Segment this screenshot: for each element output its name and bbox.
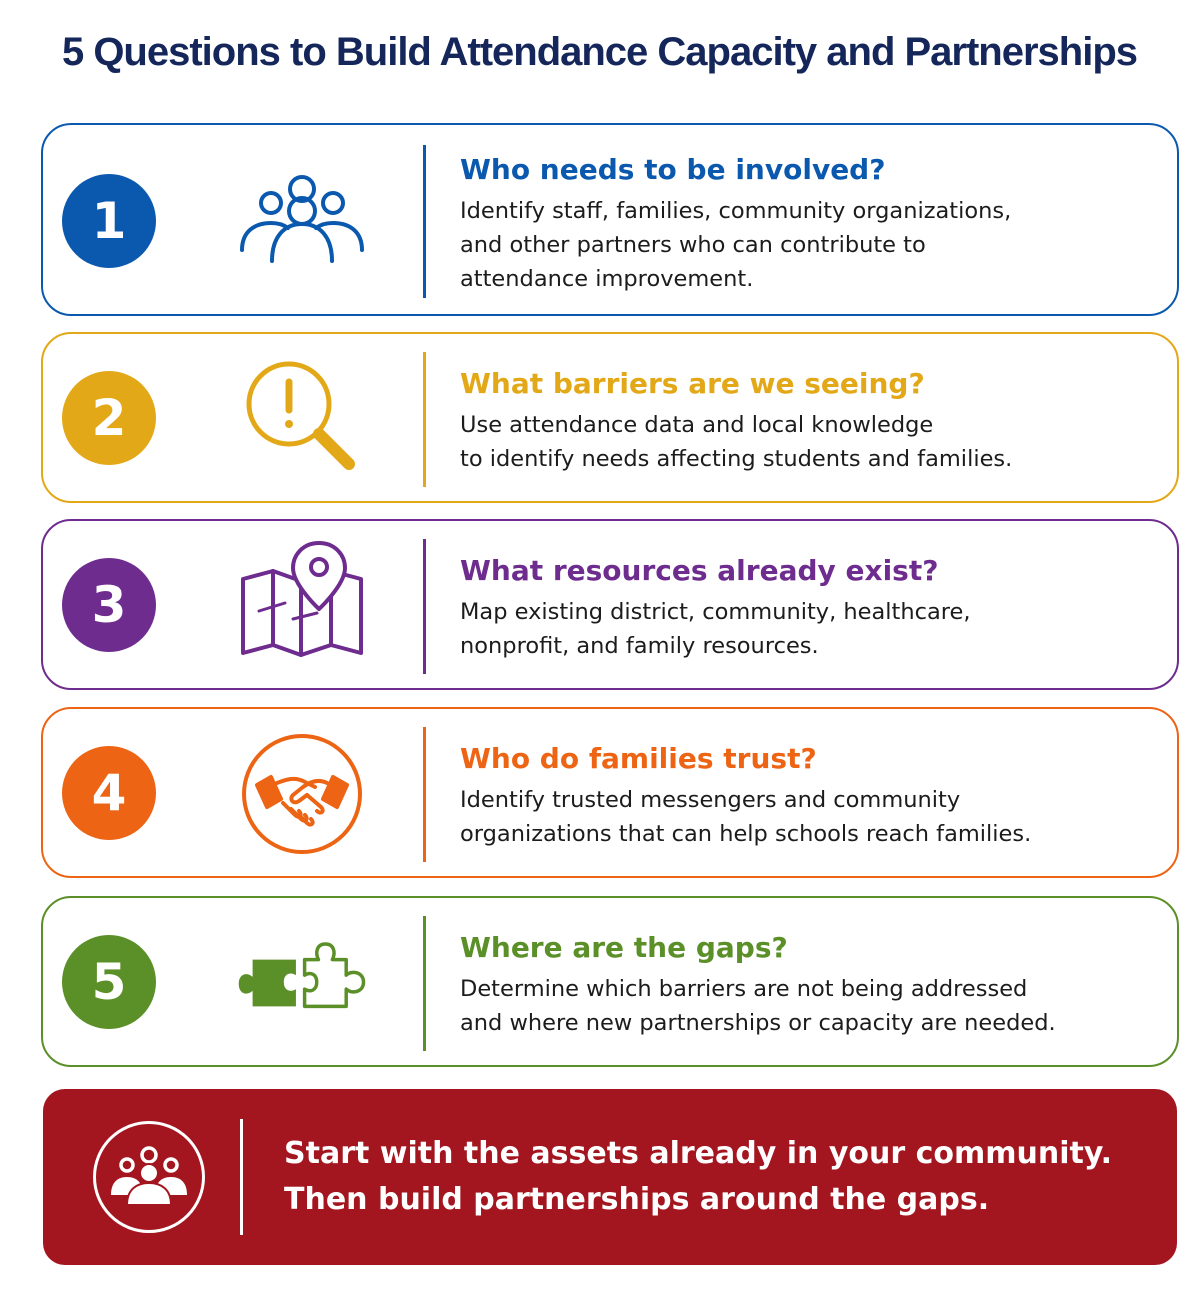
number-badge: 5: [62, 935, 156, 1029]
number-badge: 2: [62, 371, 156, 465]
card-divider: [423, 539, 426, 674]
number-badge: 1: [62, 174, 156, 268]
question-card-1: [41, 123, 1179, 316]
question-card-4: [41, 707, 1179, 878]
handshake-icon: [237, 729, 367, 859]
question-description: Map existing district, community, healthcare, nonprofit, and family resources.: [460, 599, 971, 659]
community-group-icon: [93, 1121, 205, 1233]
card-divider: [423, 145, 426, 298]
question-description: Identify staff, families, community organizations, and other partners who can contribute to attendance improvement.: [460, 198, 1012, 292]
people-group-icon: [237, 156, 367, 286]
banner-divider: [240, 1119, 243, 1235]
puzzle-pieces-icon: [237, 918, 367, 1048]
banner-message: Start with the assets already in your community. Then build partnerships around the gaps.: [284, 1136, 1113, 1217]
question-card-5: [41, 896, 1179, 1067]
page-title: 5 Questions to Build Attendance Capacity and Partnerships: [61, 30, 1138, 74]
question-card-3: [41, 519, 1179, 690]
number-badge: 3: [62, 558, 156, 652]
question-card-2: [41, 332, 1179, 503]
number-badge: 4: [62, 746, 156, 840]
map-pin-icon: [237, 541, 367, 671]
card-divider: [423, 916, 426, 1051]
magnifier-alert-icon: [237, 354, 367, 484]
card-divider: [423, 352, 426, 487]
question-title: What resources already exist?: [460, 554, 939, 587]
question-description: Determine which barriers are not being addressed and where new partnerships or capacity are needed.: [460, 976, 1056, 1036]
question-title: Who needs to be involved?: [460, 153, 886, 186]
card-divider: [423, 727, 426, 862]
question-title: What barriers are we seeing?: [460, 367, 925, 400]
question-title: Where are the gaps?: [460, 931, 788, 964]
question-title: Who do families trust?: [460, 742, 817, 775]
question-description: Use attendance data and local knowledge to identify needs affecting students and families.: [460, 412, 1013, 472]
question-description: Identify trusted messengers and community organizations that can help schools reach families.: [460, 787, 1032, 847]
call-to-action-banner: [43, 1089, 1177, 1265]
